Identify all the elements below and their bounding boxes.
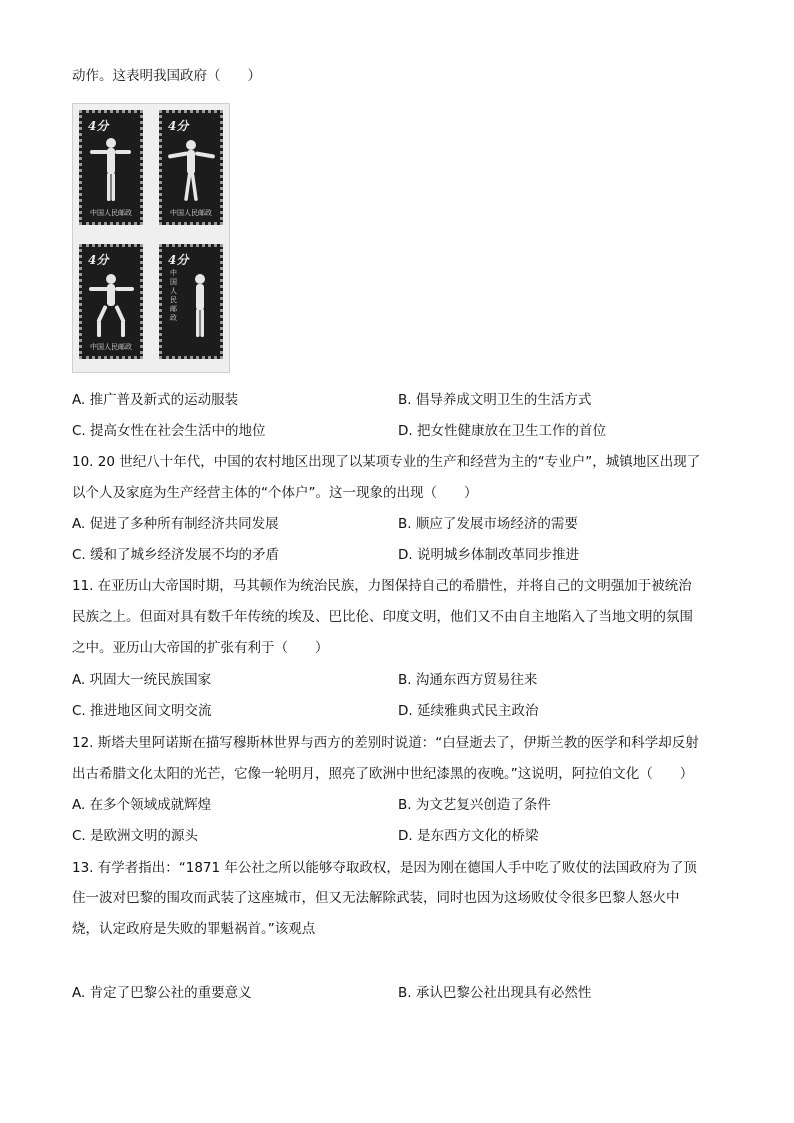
q13-option-a: A. 肯定了巴黎公社的重要意义 [72,985,252,1001]
q10-option-b: B. 顺应了发展市场经济的需要 [398,516,578,532]
q12-stem-line-1: 12. 斯塔夫里阿诺斯在描写穆斯林世界与西方的差别时说道：“白昼逝去了，伊斯兰教的医学和科学却反射 [72,735,699,751]
q11-option-a: A. 巩固大一统民族国家 [72,672,212,688]
q9-option-b: B. 倡导养成文明卫生的生活方式 [398,392,592,408]
stamp-1 [79,110,143,225]
q10-stem-line-1: 10. 20 世纪八十年代，中国的农村地区出现了以某项专业的生产和经营为主的“专业户”，城镇地区出现了 [72,454,701,470]
q11-option-b: B. 沟通东西方贸易往来 [398,672,538,688]
q11-stem-line-3: 之中。亚历山大帝国的扩张有利于（ ） [72,640,329,656]
q12-option-a: A. 在多个领域成就辉煌 [72,797,212,813]
stamp-photo [72,103,230,373]
stamp-3-issuer: 中国人民邮政 [90,343,132,351]
stamp-2-issuer: 中国人民邮政 [170,209,212,217]
q9-option-a: A. 推广普及新式的运动服装 [72,392,239,408]
stamp-1-value: 4分 [88,119,109,133]
q11-stem-line-2: 民族之上。但面对具有数千年传统的埃及、巴比伦、印度文明，他们又不由自主地陷入了当地文明的氛围 [72,609,693,625]
q12-option-c: C. 是欧洲文明的源头 [72,828,199,844]
q13-option-b: B. 承认巴黎公社出现具有必然性 [398,985,592,1001]
q9-option-c: C. 提高女性在社会生活中的地位 [72,423,266,439]
q10-option-d: D. 说明城乡体制改革同步推进 [398,547,579,563]
q10-option-c: C. 缓和了城乡经济发展不均的矛盾 [72,547,280,563]
question-9-stem-end: 动作。这表明我国政府（ ） [72,68,261,84]
stamp-4-value: 4分 [168,253,189,267]
q12-stem-line-2: 出古希腊文化太阳的光芒，它像一轮明月，照亮了欧洲中世纪漆黑的夜晚。”这说明，阿拉伯文化（ ） [72,766,694,782]
q12-option-b: B. 为文艺复兴创造了条件 [398,797,551,813]
q10-stem-line-2: 以个人及家庭为生产经营主体的“个体户”。这一现象的出现（ ） [72,485,478,501]
q13-stem-line-1: 13. 有学者指出：“1871 年公社之所以能够夺取政权，是因为刚在德国人手中吃了败仗的法国政府为了顶 [72,860,697,876]
stamp-4 [159,244,223,359]
q10-option-a: A. 促进了多种所有制经济共同发展 [72,516,279,532]
stamp-4-issuer: 中国人民邮政 [170,269,177,322]
stamp-3-value: 4分 [88,253,109,267]
stamp-2 [159,110,223,225]
stamp-3 [79,244,143,359]
q12-option-d: D. 是东西方文化的桥梁 [398,828,539,844]
q11-stem-line-1: 11. 在亚历山大帝国时期，马其顿作为统治民族，力图保持自己的希腊性，并将自己的文明强加于被统治 [72,578,692,594]
q11-option-d: D. 延续雅典式民主政治 [398,703,539,719]
stamp-2-value: 4分 [168,119,189,133]
q9-option-d: D. 把女性健康放在卫生工作的首位 [398,423,606,439]
stamp-1-issuer: 中国人民邮政 [90,209,132,217]
q11-option-c: C. 推进地区间文明交流 [72,703,212,719]
q13-stem-line-3: 烧，认定政府是失败的罪魁祸首。”该观点 [72,921,316,937]
q13-stem-line-2: 住一波对巴黎的围攻而武装了这座城市，但又无法解除武装，同时也因为这场败仗令很多巴黎人怒火中 [72,890,680,906]
